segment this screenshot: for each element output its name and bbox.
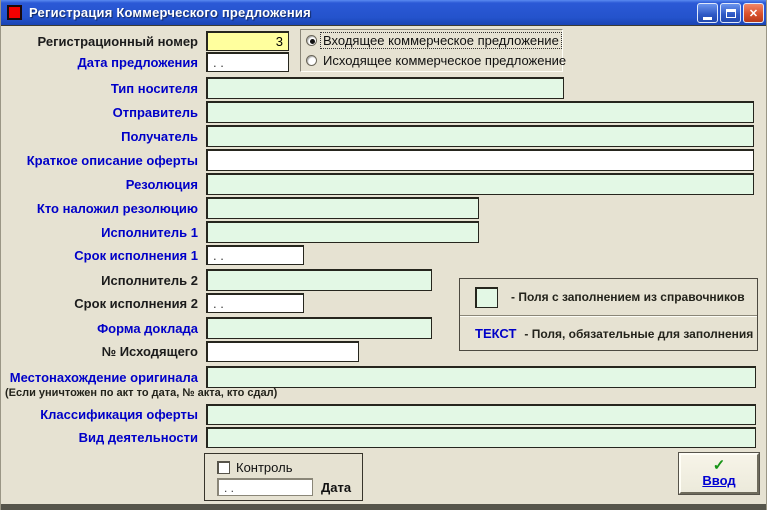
minimize-button[interactable] bbox=[697, 3, 718, 23]
media-type-input[interactable] bbox=[206, 77, 564, 99]
offer-direction-radio-group bbox=[300, 29, 567, 72]
control-box bbox=[204, 453, 363, 501]
row-resolution bbox=[1, 173, 767, 195]
label-sender: Отправитель bbox=[112, 104, 198, 120]
radio-incoming-offer[interactable] bbox=[306, 32, 562, 49]
row-offer-description bbox=[1, 149, 767, 171]
label-offer-classification: Классификация оферты bbox=[40, 407, 198, 422]
control-date-input[interactable]: . . bbox=[217, 478, 313, 496]
radio-incoming-label: Входящее коммерческое предложение bbox=[323, 33, 559, 49]
label-registration-number: Регистрационный номер bbox=[37, 33, 198, 49]
dictionary-field-swatch bbox=[475, 287, 498, 308]
label-recipient: Получатель bbox=[121, 128, 198, 144]
label-executor-1: Исполнитель 1 bbox=[101, 224, 198, 240]
row-executor-1 bbox=[1, 221, 767, 243]
enter-button[interactable] bbox=[679, 453, 759, 494]
legend-box bbox=[459, 278, 758, 351]
label-offer-description: Краткое описание оферты bbox=[26, 152, 198, 168]
resolution-author-input[interactable] bbox=[206, 197, 479, 219]
legend-dictionary-text: - Поля с заполнением из справочников bbox=[511, 290, 745, 304]
outgoing-number-input[interactable] bbox=[206, 341, 359, 362]
registration-number-input[interactable]: 3 bbox=[206, 31, 289, 51]
label-deadline-1: Срок исполнения 1 bbox=[74, 247, 198, 263]
report-form-input[interactable] bbox=[206, 317, 432, 339]
radio-outgoing-offer[interactable] bbox=[306, 52, 567, 69]
label-resolution-author: Кто наложил резолюцию bbox=[36, 200, 198, 216]
original-location-input[interactable] bbox=[206, 366, 756, 388]
row-recipient bbox=[1, 125, 767, 147]
control-date-label: Дата bbox=[321, 479, 352, 495]
radio-selected-icon bbox=[306, 35, 317, 46]
row-offer-classification bbox=[1, 404, 767, 425]
destroyed-act-note: (Если уничтожен по акт то дата, № акта, кто сдал) bbox=[5, 387, 278, 399]
deadline-2-input[interactable]: . . bbox=[206, 293, 304, 313]
legend-required-row bbox=[460, 315, 757, 351]
title-bar bbox=[1, 0, 767, 26]
radio-unselected-icon bbox=[306, 55, 317, 66]
executor-2-input[interactable] bbox=[206, 269, 432, 291]
maximize-icon bbox=[726, 9, 736, 18]
offer-description-input[interactable] bbox=[206, 149, 754, 171]
app-icon bbox=[7, 5, 22, 20]
resolution-input[interactable] bbox=[206, 173, 754, 195]
label-outgoing-number: № Исходящего bbox=[101, 344, 198, 359]
recipient-input[interactable] bbox=[206, 125, 754, 147]
label-original-location: Местонахождение оригинала bbox=[9, 369, 198, 385]
row-resolution-author bbox=[1, 197, 767, 219]
legend-dictionary-row bbox=[460, 279, 757, 315]
row-original-location bbox=[1, 366, 767, 388]
control-checkbox[interactable] bbox=[217, 461, 230, 474]
window-title: Регистрация Коммерческого предложения bbox=[29, 5, 311, 20]
label-media-type: Тип носителя bbox=[110, 80, 198, 96]
minimize-icon bbox=[703, 17, 712, 20]
legend-required-text: - Поля, обязательные для заполнения bbox=[524, 326, 754, 341]
control-checkbox-label: Контроль bbox=[236, 460, 293, 475]
row-sender bbox=[1, 101, 767, 123]
deadline-1-input[interactable]: . . bbox=[206, 245, 304, 265]
legend-required-keyword: ТЕКСТ bbox=[475, 326, 517, 341]
label-deadline-2: Срок исполнения 2 bbox=[74, 295, 198, 311]
radio-outgoing-label: Исходящее коммерческое предложение bbox=[323, 52, 567, 68]
row-media-type bbox=[1, 77, 767, 99]
label-activity-type: Вид деятельности bbox=[78, 430, 198, 445]
checkmark-icon: ✓ bbox=[712, 457, 726, 474]
close-icon: ✕ bbox=[748, 7, 759, 20]
label-report-form: Форма доклада bbox=[97, 320, 198, 336]
sender-input[interactable] bbox=[206, 101, 754, 123]
label-executor-2: Исполнитель 2 bbox=[101, 272, 198, 288]
executor-1-input[interactable] bbox=[206, 221, 479, 243]
offer-date-input[interactable]: . . bbox=[206, 52, 289, 72]
row-activity-type bbox=[1, 427, 767, 448]
maximize-button[interactable] bbox=[720, 3, 741, 23]
window-bottom-border bbox=[1, 504, 767, 510]
label-offer-date: Дата предложения bbox=[77, 54, 198, 70]
offer-classification-input[interactable] bbox=[206, 404, 756, 425]
activity-type-input[interactable] bbox=[206, 427, 756, 448]
close-button[interactable] bbox=[743, 3, 764, 23]
label-resolution: Резолюция bbox=[125, 176, 198, 192]
enter-button-label: Ввод bbox=[702, 473, 736, 488]
row-deadline-1 bbox=[1, 245, 767, 265]
